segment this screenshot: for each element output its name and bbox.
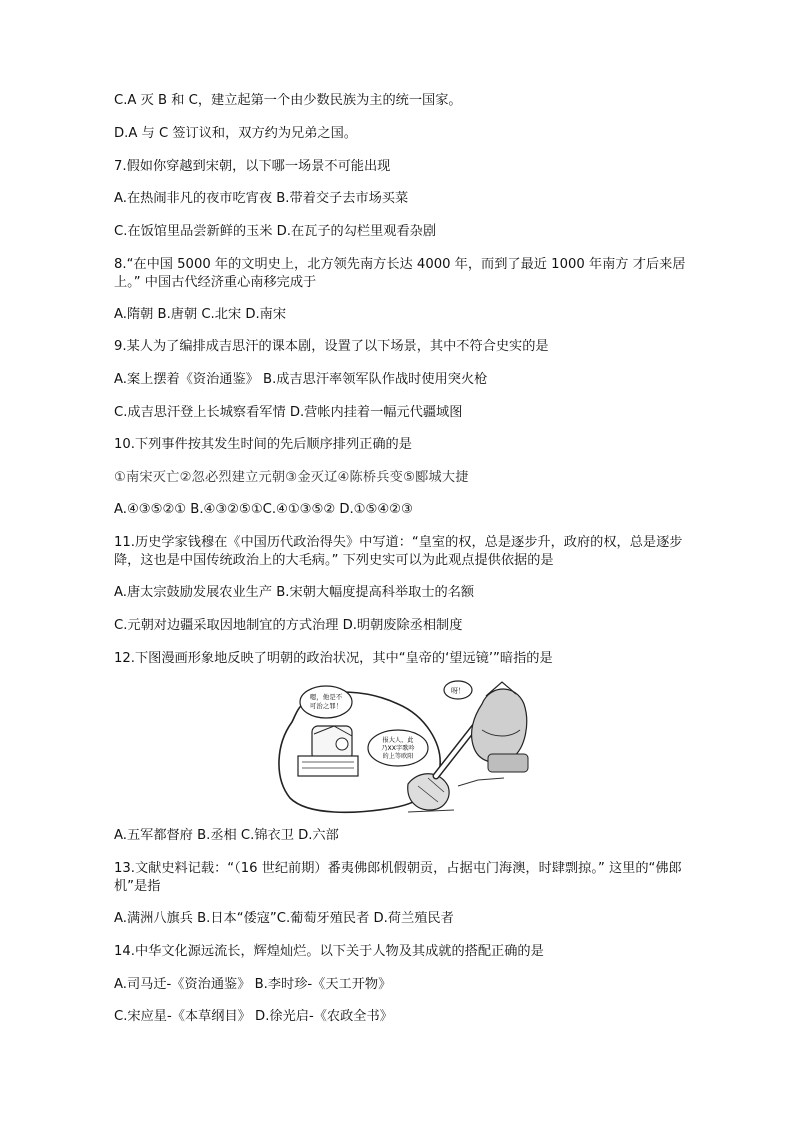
q6-option-c: C.A 灭 B 和 C，建立起第一个由少数民族为主的统一国家。 (114, 93, 462, 108)
q10-events: ①南宋灭亡②忽必烈建立元朝③金灭辽④陈桥兵变⑤郾城大捷 (114, 470, 469, 485)
svg-text:报大人，此: 报大人，此 (382, 737, 414, 744)
q13-stem: 13.文献史料记载：“（16 世纪前期）番夷佛郎机假朝贡，占据屯门海澳，时肆剽掠。” 这里的“佛郎机”是指 (114, 861, 682, 894)
q9-options-ab: A.案上摆着《资治通鉴》 B.成吉思汗率领军队作战时使用突火枪 (114, 372, 488, 387)
q13-options: A.满洲八旗兵 B.日本“倭寇”C.葡萄牙殖民者 D.荷兰殖民者 (114, 911, 454, 926)
svg-text:的上等欧阳: 的上等欧阳 (382, 753, 414, 760)
q8-options: A.隋朝 B.唐朝 C.北宋 D.南宋 (114, 307, 287, 322)
q12-stem: 12.下图漫画形象地反映了明朝的政治状况，其中“皇帝的‘望远镜’”暗指的是 (114, 651, 553, 666)
q9-options-cd: C.成吉思汗登上长城察看军情 D.营帐内挂着一幅元代疆域图 (114, 405, 463, 420)
q12-options: A.五军都督府 B.丞相 C.锦衣卫 D.六部 (114, 828, 339, 843)
q14-options-cd: C.宋应星-《本草纲目》 D.徐光启-《农政全书》 (114, 1009, 393, 1024)
q7-options-cd: C.在饭馆里品尝新鲜的玉米 D.在瓦子的勾栏里观看杂剧 (114, 224, 437, 239)
q11-options-ab: A.唐太宗鼓励发展农业生产 B.宋朝大幅度提高科举取士的名额 (114, 585, 475, 600)
q10-options: A.④③⑤②① B.④③②⑤①C.④①③⑤② D.①⑤④②③ (114, 502, 413, 517)
q11-stem: 11.历史学家钱穆在《中国历代政治得失》中写道：“皇室的权，总是逐步升，政府的权，总是逐步降，这也是中国传统政治上的大毛病。” 下列史实可以为此观点提供依据的是 (114, 535, 683, 568)
bubble-left-line2: 可治之罪！ (309, 702, 343, 710)
q14-stem: 14.中华文化源远流长，辉煌灿烂。以下关于人物及其成就的搭配正确的是 (114, 944, 544, 959)
spy-figure (408, 774, 449, 810)
bubble-left-line1: 嗯，他是不 (309, 693, 343, 701)
q11-options-cd: C.元朝对边疆采取因地制宜的方式治理 D.明朝废除丞相制度 (114, 618, 463, 633)
desk (298, 756, 358, 776)
q14-options-ab: A.司马迁-《资治通鉴》 B.李时珍-《天工开物》 (114, 977, 392, 992)
q8-stem: 8.“在中国 5000 年的文明史上，北方领先南方长达 4000 年，而到了最近 1000 年南方 才后来居上。” 中国古代经济重心南移完成于 (114, 257, 686, 290)
emperor-figure (472, 689, 527, 763)
svg-text:呀！: 呀！ (451, 687, 465, 695)
q9-stem: 9.某人为了编排成吉思汗的课本剧，设置了以下场景，其中不符合史实的是 (114, 339, 549, 354)
q7-options-ab: A.在热闹非凡的夜市吃宵夜 B.带着交子去市场买菜 (114, 191, 409, 206)
q7-stem: 7.假如你穿越到宋朝，以下哪一场景不可能出现 (114, 159, 391, 174)
ming-politics-cartoon (268, 674, 530, 816)
q10-stem: 10.下列事件按其发生时间的先后顺序排列正确的是 (114, 437, 412, 452)
svg-text:乃XX字歌吟: 乃XX字歌吟 (381, 745, 415, 752)
q6-option-d: D.A 与 C 签订议和，双方约为兄弟之国。 (114, 126, 357, 141)
